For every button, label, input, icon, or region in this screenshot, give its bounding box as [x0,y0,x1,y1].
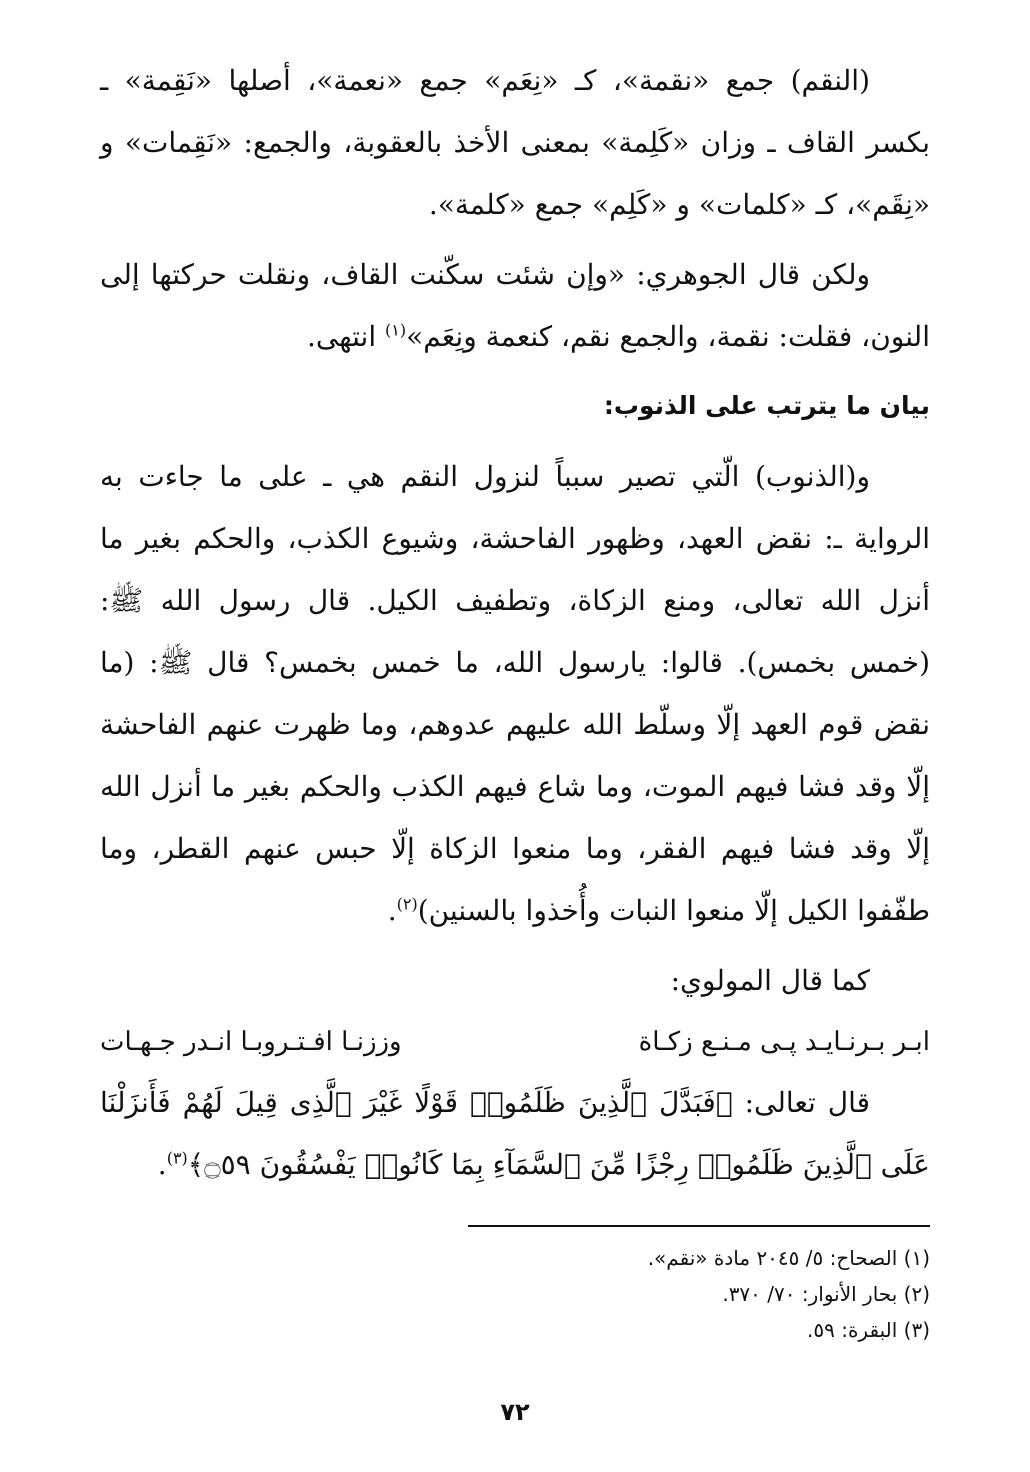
paragraph-sins-narration [100,446,930,942]
footnotes [430,1240,930,1348]
footnote-1: (١) الصحاح: ٥/ ٢٠٤٥ مادة «نقم». [647,1246,930,1270]
footnote-divider [468,1225,930,1227]
jawhari-quote-text: ولكن قال الجوهري: «وإن شئت سكّنت القاف، ونقلت حركتها إلى النون، فقلت: نقمة، والجمع نقم، كنعمة ونِعَم» [100,258,930,353]
footnote-ref-1: (١) [385,320,407,340]
page-body [100,50,930,1196]
page-number: ٧٢ [500,1398,530,1426]
quran-verse: ﴿فَبَدَّلَ ٱلَّذِينَ ظَلَمُوا۟ قَوْلًا غَيْرَ ٱلَّذِى قِيلَ لَهُمْ فَأَنزَلْنَا عَلَى ٱلَّذِينَ ظَلَمُوا۟ رِجْزًا مِّنَ ٱلسَّمَآءِ بِمَا كَانُوا۟ يَفْسُقُونَ ۝٥٩﴾ [100,1086,930,1181]
footnote-2: (٢) بحار الأنوار: ٧٠/ ٣٧٠. [722,1282,930,1306]
quran-intro: قال تعالى: [732,1086,870,1119]
quran-citation-end: . [157,1148,167,1181]
paragraph-jawhari-quote [100,244,930,368]
verse-hemistich-left: وززنـا افـتـروبـا انـدر جـهـات [100,1027,402,1057]
sins-narration-end: . [387,894,397,927]
footnote-ref-2: (٢) [396,894,418,914]
verse-hemistich-right: ابـر بـرنـايـد پـى مـنـع زكـاة [638,1027,930,1057]
footnote-ref-3: (٣) [166,1148,188,1168]
mawlawi-verse [100,1012,930,1072]
paragraph-quran-citation [100,1072,930,1196]
paragraph-mawlawi-intro: كما قال المولوي: [670,964,870,997]
footnote-3: (٣) البقرة: ٥٩. [807,1318,930,1342]
jawhari-quote-end: انتهى. [306,320,386,353]
section-heading: بيان ما يترتب على الذنوب: [603,391,930,420]
paragraph-naqm-definition: (النقم) جمع «نقمة»، كـ «نِعَم» جمع «نعمة»، أصلها «نَقِمة» ـ بكسر القاف ـ وزان «كَلِمة» بمعنى الأخذ بالعقوبة، والجمع: «نَقِمات» و «نِقَم»، كـ «كلمات» و «كَلِم» جمع «كلمة». [100,64,930,221]
sins-narration-text: و(الذنوب) الّتي تصير سبباً لنزول النقم هي ـ على ما جاءت به الرواية ـ: نقض العهد، وظهور الفاحشة، وشيوع الكذب، والحكم بغير ما أنزل الله تعالى، ومنع الزكاة، وتطفيف الكيل. قال رسول الله ﷺ: (خمس بخمس). قالوا: يارسول الله، ما خمس بخمس؟ قال ﷺ: (ما نقض قوم العهد إلّا وسلّط الله عليهم عدوهم، وما ظهرت عنهم الفاحشة إلّا وقد فشا فيهم الموت، وما شاع فيهم الكذب والحكم بغير ما أنزل الله إلّا وقد فشا فيهم الفقر، وما منعوا الزكاة إلّا حبس عنهم القطر، وما طفّفوا الكيل إلّا منعوا النبات وأُخذوا بالسنين) [100,460,930,927]
